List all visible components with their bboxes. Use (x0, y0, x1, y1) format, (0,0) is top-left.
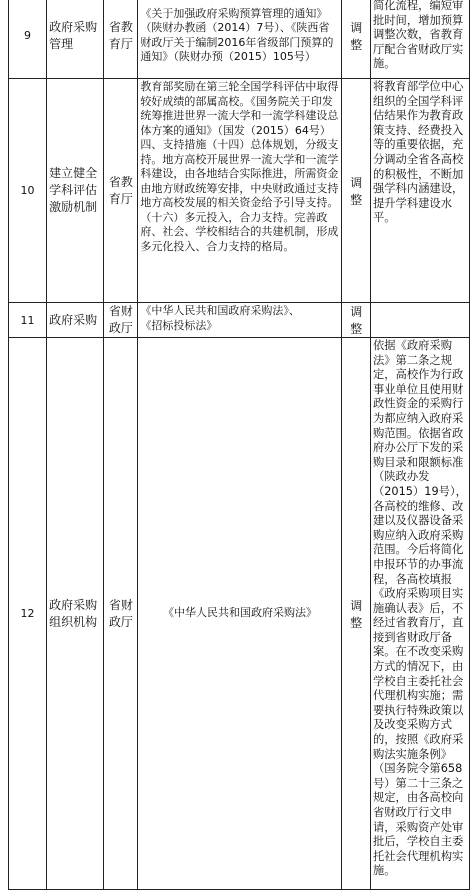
row-number: 9 (9, 0, 47, 79)
reason-text: 将教育部学位中心组织的全国学科评估结果作为教育政策支持、经费投入等的重要依据，充分调动全省各高校的积极性，不断加强学科内涵建设，提升学科建设水平。 (370, 79, 469, 303)
row-number: 11 (9, 303, 47, 338)
policy-table (8, 0, 470, 890)
reason-text (370, 303, 469, 338)
item-name: 政府采购 (47, 303, 104, 338)
reason-text: 依据《政府采购法》第二条之规定，高校作为行政事业单位且使用财政性资金的采购行为都应纳入政府采购范围。依据省政府办公厅下发的采购目录和限额标准（陕政办发（2015）19号），各高校的维修、改建以及仪器设备采购应纳入政府采购范围。今后将简化申报环节的办事流程，各高校填报《政府采购项目实施确认表》后，不经过省教育厅，直接到省财政厅备案。在不改变采购方式的情况下，由学校自主委托社会代理机构实施；需要执行特殊政策以及改变采购方式的，按照《政府采购法实施条例》（国务院令第658号）第二十三条之规定，由各高校向省财政厅行文申请，采购资产处审批后，学校自主委托社会代理机构实施。 (370, 338, 469, 890)
item-name: 政府采购组织机构 (47, 338, 104, 890)
legal-basis-line: 《招标投标法》 (140, 318, 218, 332)
action-type: 调整 (342, 79, 370, 303)
item-name: 建立健全学科评估激励机制 (47, 79, 104, 303)
item-name: 政府采购管理 (47, 0, 104, 79)
department: 省财政厅 (104, 303, 138, 338)
legal-basis: 《关于加强政府采购预算管理的通知》（陕财办教函（2014）7号）、《陕西省财政厅关于编制2016年省级部门预算的通知》（陕财办预（2015）105号） (138, 0, 342, 79)
table-row (9, 79, 470, 303)
department: 省财政厅 (104, 338, 138, 890)
legal-basis: 《中华人民共和国政府采购法》 (138, 338, 342, 890)
action-type: 调整 (342, 0, 370, 79)
row-number: 10 (9, 79, 47, 303)
table-row (9, 303, 470, 338)
row-number: 12 (9, 338, 47, 890)
table-row (9, 0, 470, 79)
department: 省教育厅 (104, 0, 138, 79)
action-type: 调整 (342, 338, 370, 890)
reason-text: 简化流程，编短审批时间，增加预算调整次数，省教育厅配合省财政厅实施。 (370, 0, 469, 79)
department: 省教育厅 (104, 79, 138, 303)
table-row (9, 338, 470, 890)
legal-basis-line: 《中华人民共和国政府采购法》、 (140, 304, 300, 317)
legal-basis (138, 303, 342, 338)
legal-basis: 教育部奖励在第三轮全国学科评估中取得较好成绩的部属高校。《国务院关于印发统筹推进世界一流大学和一流学科建设总体方案的通知》（国发（2015）64号）四、支持措施（十四）总体规划，分级支持。地方高校开展世界一流大学和一流学科建设，由各地结合实际推进，所需资金由地方财政统筹安排，中央财政通过支持地方高校发展的相关资金给予引导支持。（十六）多元投入，合力支持。完善政府、社会、学校相结合的共建机制，形成多元化投入、合力支持的格局。 (138, 79, 342, 303)
action-type: 调整 (342, 303, 370, 338)
